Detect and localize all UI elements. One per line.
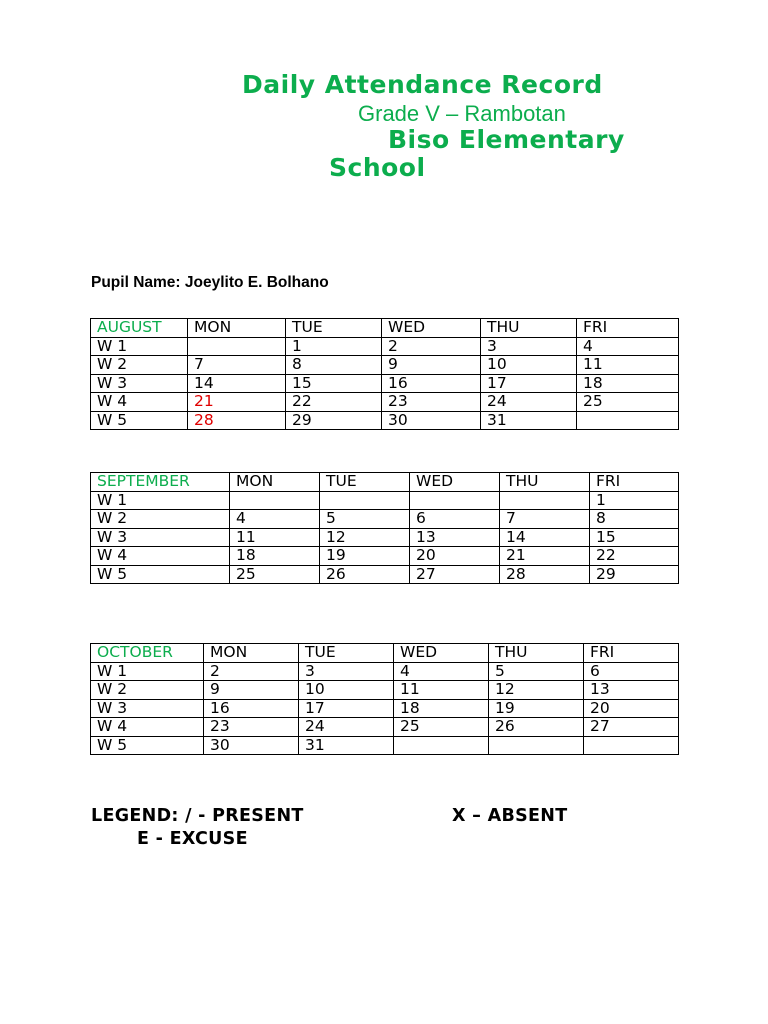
date-cell: 17 bbox=[299, 699, 394, 718]
date-cell: 30 bbox=[382, 411, 481, 430]
date-cell: 8 bbox=[286, 356, 382, 375]
date-cell: 25 bbox=[577, 393, 679, 412]
grade-section: Grade V – Rambotan bbox=[358, 101, 566, 126]
date-cell bbox=[320, 491, 410, 510]
day-header: WED bbox=[394, 644, 489, 663]
date-cell: 25 bbox=[230, 565, 320, 584]
week-label: W 4 bbox=[91, 547, 230, 566]
date-cell: 4 bbox=[577, 337, 679, 356]
table-row bbox=[91, 547, 679, 566]
week-label: W 5 bbox=[91, 565, 230, 584]
day-header: MON bbox=[230, 473, 320, 492]
table-row bbox=[91, 699, 679, 718]
date-cell: 20 bbox=[584, 699, 679, 718]
month-label: SEPTEMBER bbox=[91, 473, 230, 492]
date-cell: 9 bbox=[382, 356, 481, 375]
date-cell: 3 bbox=[481, 337, 577, 356]
table-row bbox=[91, 356, 679, 375]
table-row bbox=[91, 337, 679, 356]
date-cell: 27 bbox=[584, 718, 679, 737]
date-cell bbox=[188, 337, 286, 356]
date-cell: 25 bbox=[394, 718, 489, 737]
day-header: MON bbox=[204, 644, 299, 663]
table-row bbox=[91, 681, 679, 700]
week-label: W 3 bbox=[91, 699, 204, 718]
date-cell bbox=[500, 491, 590, 510]
day-header: TUE bbox=[286, 319, 382, 338]
date-cell bbox=[577, 411, 679, 430]
date-cell: 30 bbox=[204, 736, 299, 755]
date-cell: 12 bbox=[489, 681, 584, 700]
date-cell: 11 bbox=[394, 681, 489, 700]
day-header: THU bbox=[489, 644, 584, 663]
week-label: W 5 bbox=[91, 736, 204, 755]
date-cell: 17 bbox=[481, 374, 577, 393]
date-cell: 22 bbox=[590, 547, 679, 566]
date-cell bbox=[584, 736, 679, 755]
date-cell: 14 bbox=[500, 528, 590, 547]
legend-excuse: E - EXCUSE bbox=[137, 829, 248, 849]
school-name-line1: Biso Elementary bbox=[388, 125, 625, 154]
week-label: W 2 bbox=[91, 510, 230, 529]
month-label: AUGUST bbox=[91, 319, 188, 338]
date-cell: 15 bbox=[286, 374, 382, 393]
date-cell: 19 bbox=[320, 547, 410, 566]
table-header-row bbox=[91, 644, 679, 663]
date-cell: 28 bbox=[500, 565, 590, 584]
date-cell: 18 bbox=[230, 547, 320, 566]
date-cell: 29 bbox=[590, 565, 679, 584]
legend-present: LEGEND: / - PRESENT bbox=[91, 806, 304, 826]
day-header: FRI bbox=[584, 644, 679, 663]
date-cell: 6 bbox=[410, 510, 500, 529]
date-cell: 8 bbox=[590, 510, 679, 529]
table-row bbox=[91, 736, 679, 755]
school-name-line2: School bbox=[329, 153, 426, 182]
date-cell: 22 bbox=[286, 393, 382, 412]
date-cell bbox=[410, 491, 500, 510]
week-label: W 1 bbox=[91, 337, 188, 356]
date-cell: 16 bbox=[204, 699, 299, 718]
date-cell: 26 bbox=[320, 565, 410, 584]
date-cell: 26 bbox=[489, 718, 584, 737]
week-label: W 3 bbox=[91, 374, 188, 393]
date-cell: 21 bbox=[500, 547, 590, 566]
date-cell-highlighted: 28 bbox=[188, 411, 286, 430]
date-cell: 11 bbox=[577, 356, 679, 375]
date-cell-highlighted: 21 bbox=[188, 393, 286, 412]
date-cell: 9 bbox=[204, 681, 299, 700]
week-label: W 5 bbox=[91, 411, 188, 430]
table-row bbox=[91, 491, 679, 510]
date-cell bbox=[489, 736, 584, 755]
table-header-row bbox=[91, 473, 679, 492]
date-cell: 2 bbox=[204, 662, 299, 681]
day-header: TUE bbox=[320, 473, 410, 492]
day-header: WED bbox=[410, 473, 500, 492]
date-cell: 18 bbox=[577, 374, 679, 393]
date-cell: 18 bbox=[394, 699, 489, 718]
date-cell: 7 bbox=[188, 356, 286, 375]
week-label: W 2 bbox=[91, 681, 204, 700]
date-cell: 4 bbox=[230, 510, 320, 529]
date-cell: 31 bbox=[299, 736, 394, 755]
date-cell: 1 bbox=[590, 491, 679, 510]
date-cell: 13 bbox=[410, 528, 500, 547]
date-cell: 15 bbox=[590, 528, 679, 547]
table-row bbox=[91, 528, 679, 547]
week-label: W 1 bbox=[91, 662, 204, 681]
week-label: W 1 bbox=[91, 491, 230, 510]
day-header: THU bbox=[481, 319, 577, 338]
day-header: FRI bbox=[577, 319, 679, 338]
day-header: FRI bbox=[590, 473, 679, 492]
date-cell: 4 bbox=[394, 662, 489, 681]
date-cell: 20 bbox=[410, 547, 500, 566]
date-cell: 5 bbox=[489, 662, 584, 681]
table-row bbox=[91, 411, 679, 430]
day-header: TUE bbox=[299, 644, 394, 663]
date-cell: 23 bbox=[204, 718, 299, 737]
date-cell: 16 bbox=[382, 374, 481, 393]
date-cell: 2 bbox=[382, 337, 481, 356]
week-label: W 2 bbox=[91, 356, 188, 375]
table-row bbox=[91, 565, 679, 584]
page-title: Daily Attendance Record bbox=[242, 70, 603, 99]
date-cell: 29 bbox=[286, 411, 382, 430]
date-cell: 11 bbox=[230, 528, 320, 547]
table-row bbox=[91, 510, 679, 529]
october-table bbox=[90, 643, 679, 755]
date-cell: 5 bbox=[320, 510, 410, 529]
table-header-row bbox=[91, 319, 679, 338]
september-table bbox=[90, 472, 679, 584]
date-cell: 14 bbox=[188, 374, 286, 393]
date-cell: 3 bbox=[299, 662, 394, 681]
date-cell: 24 bbox=[299, 718, 394, 737]
date-cell: 10 bbox=[481, 356, 577, 375]
week-label: W 4 bbox=[91, 393, 188, 412]
date-cell bbox=[230, 491, 320, 510]
week-label: W 4 bbox=[91, 718, 204, 737]
date-cell: 19 bbox=[489, 699, 584, 718]
date-cell: 6 bbox=[584, 662, 679, 681]
day-header: MON bbox=[188, 319, 286, 338]
table-row bbox=[91, 374, 679, 393]
august-table bbox=[90, 318, 679, 430]
legend-absent: X – ABSENT bbox=[452, 806, 568, 826]
date-cell: 1 bbox=[286, 337, 382, 356]
week-label: W 3 bbox=[91, 528, 230, 547]
day-header: WED bbox=[382, 319, 481, 338]
table-row bbox=[91, 393, 679, 412]
date-cell bbox=[394, 736, 489, 755]
date-cell: 13 bbox=[584, 681, 679, 700]
date-cell: 24 bbox=[481, 393, 577, 412]
date-cell: 27 bbox=[410, 565, 500, 584]
day-header: THU bbox=[500, 473, 590, 492]
pupil-name: Pupil Name: Joeylito E. Bolhano bbox=[91, 274, 329, 291]
date-cell: 12 bbox=[320, 528, 410, 547]
date-cell: 31 bbox=[481, 411, 577, 430]
date-cell: 7 bbox=[500, 510, 590, 529]
table-row bbox=[91, 718, 679, 737]
date-cell: 23 bbox=[382, 393, 481, 412]
date-cell: 10 bbox=[299, 681, 394, 700]
month-label: OCTOBER bbox=[91, 644, 204, 663]
table-row bbox=[91, 662, 679, 681]
